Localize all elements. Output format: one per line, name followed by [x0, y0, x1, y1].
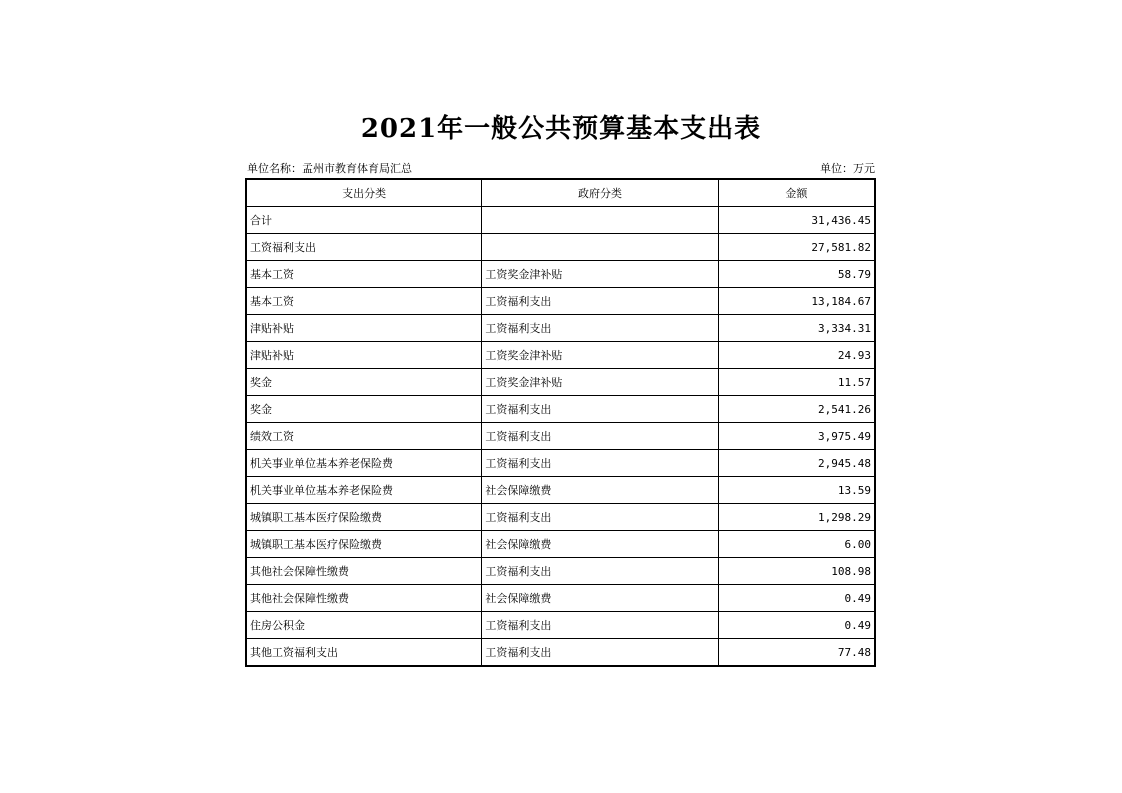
- expense-category-cell: 奖金: [246, 369, 482, 396]
- table-row: [246, 585, 875, 612]
- page-title: 2021年一般公共预算基本支出表: [360, 114, 762, 144]
- amount-cell: 13,184.67: [718, 288, 875, 315]
- amount-cell: 0.49: [718, 612, 875, 639]
- table-row: [246, 531, 875, 558]
- expense-category-cell: 合计: [246, 207, 482, 234]
- government-category-cell: 社会保障缴费: [482, 477, 718, 504]
- expense-category-cell: 其他社会保障性缴费: [246, 585, 482, 612]
- government-category-cell: 工资福利支出: [482, 639, 718, 667]
- government-category-cell: 工资福利支出: [482, 612, 718, 639]
- amount-cell: 3,334.31: [718, 315, 875, 342]
- table-row: [246, 234, 875, 261]
- table-row: [246, 639, 875, 667]
- government-category-cell: 工资福利支出: [482, 315, 718, 342]
- amount-cell: 108.98: [718, 558, 875, 585]
- table-row: [246, 261, 875, 288]
- amount-cell: 13.59: [718, 477, 875, 504]
- unit-name-label: 单位名称：孟州市教育体育局汇总: [247, 162, 412, 175]
- table-row: [246, 612, 875, 639]
- header-amount: 金额: [718, 179, 875, 207]
- amount-cell: 0.49: [718, 585, 875, 612]
- amount-cell: 3,975.49: [718, 423, 875, 450]
- expense-category-cell: 机关事业单位基本养老保险费: [246, 450, 482, 477]
- amount-cell: 27,581.82: [718, 234, 875, 261]
- amount-cell: 31,436.45: [718, 207, 875, 234]
- government-category-cell: 工资奖金津补贴: [482, 342, 718, 369]
- government-category-cell: 工资奖金津补贴: [482, 261, 718, 288]
- government-category-cell: 工资福利支出: [482, 288, 718, 315]
- table-row: [246, 504, 875, 531]
- budget-table: [245, 178, 876, 667]
- amount-cell: 11.57: [718, 369, 875, 396]
- table-row: [246, 477, 875, 504]
- expense-category-cell: 奖金: [246, 396, 482, 423]
- government-category-cell: 社会保障缴费: [482, 585, 718, 612]
- amount-cell: 1,298.29: [718, 504, 875, 531]
- amount-cell: 58.79: [718, 261, 875, 288]
- government-category-cell: [482, 207, 718, 234]
- government-category-cell: [482, 234, 718, 261]
- government-category-cell: 工资福利支出: [482, 558, 718, 585]
- table-row: [246, 396, 875, 423]
- expense-category-cell: 城镇职工基本医疗保险缴费: [246, 531, 482, 558]
- table-row: [246, 450, 875, 477]
- government-category-cell: 工资福利支出: [482, 504, 718, 531]
- table-body: [246, 207, 875, 667]
- table-header-row: [246, 179, 875, 207]
- expense-category-cell: 绩效工资: [246, 423, 482, 450]
- government-category-cell: 社会保障缴费: [482, 531, 718, 558]
- expense-category-cell: 其他工资福利支出: [246, 639, 482, 667]
- government-category-cell: 工资福利支出: [482, 396, 718, 423]
- expense-category-cell: 基本工资: [246, 261, 482, 288]
- government-category-cell: 工资奖金津补贴: [482, 369, 718, 396]
- amount-cell: 24.93: [718, 342, 875, 369]
- table-row: [246, 315, 875, 342]
- table-row: [246, 423, 875, 450]
- expense-category-cell: 基本工资: [246, 288, 482, 315]
- expense-category-cell: 其他社会保障性缴费: [246, 558, 482, 585]
- government-category-cell: 工资福利支出: [482, 423, 718, 450]
- table-row: [246, 207, 875, 234]
- header-government-category: 政府分类: [482, 179, 718, 207]
- unit-label: 单位：万元: [820, 162, 875, 175]
- table-row: [246, 342, 875, 369]
- amount-cell: 2,541.26: [718, 396, 875, 423]
- expense-category-cell: 津贴补贴: [246, 342, 482, 369]
- expense-category-cell: 城镇职工基本医疗保险缴费: [246, 504, 482, 531]
- government-category-cell: 工资福利支出: [482, 450, 718, 477]
- header-expense-category: 支出分类: [246, 179, 482, 207]
- table-row: [246, 369, 875, 396]
- table-row: [246, 558, 875, 585]
- table-row: [246, 288, 875, 315]
- expense-category-cell: 津贴补贴: [246, 315, 482, 342]
- amount-cell: 2,945.48: [718, 450, 875, 477]
- expense-category-cell: 工资福利支出: [246, 234, 482, 261]
- amount-cell: 6.00: [718, 531, 875, 558]
- expense-category-cell: 机关事业单位基本养老保险费: [246, 477, 482, 504]
- amount-cell: 77.48: [718, 639, 875, 667]
- expense-category-cell: 住房公积金: [246, 612, 482, 639]
